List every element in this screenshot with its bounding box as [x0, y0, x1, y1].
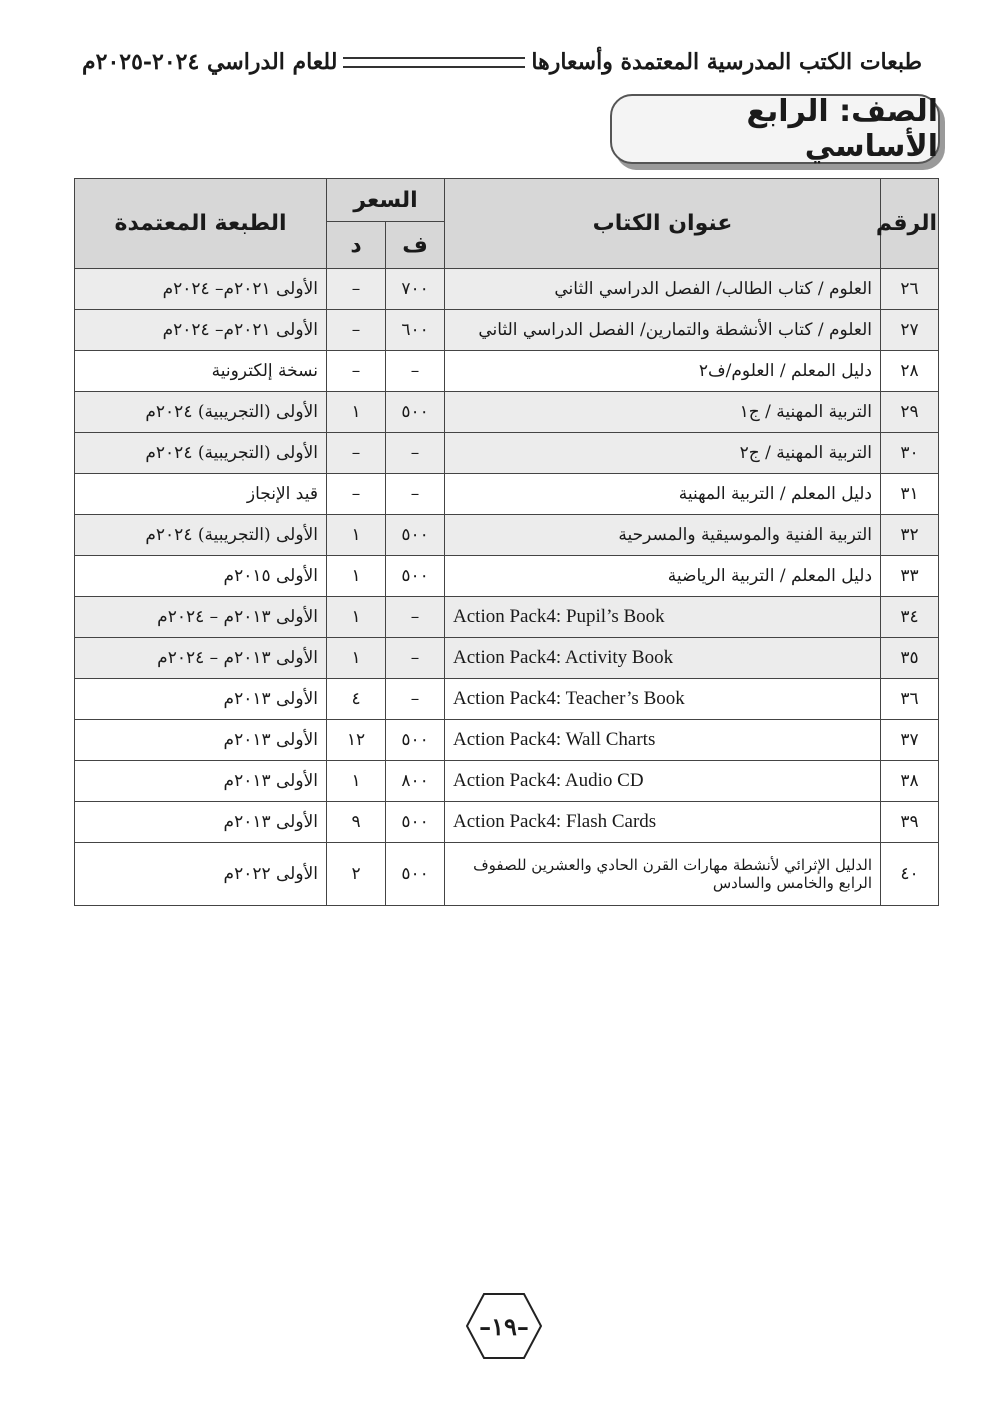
row-number: ٣٧ [881, 720, 939, 761]
price-fils: ٦٠٠ [386, 310, 445, 351]
table-row [75, 597, 939, 638]
col-title-header: عنوان الكتاب [445, 179, 881, 269]
row-number: ٤٠ [881, 843, 939, 906]
price-dinar: ١ [327, 515, 386, 556]
book-title: دليل المعلم / العلوم/ف٢ [445, 351, 881, 392]
table-row [75, 351, 939, 392]
price-dinar: ١ [327, 761, 386, 802]
book-title: التربية المهنية / ج١ [445, 392, 881, 433]
price-fils: ٧٠٠ [386, 269, 445, 310]
book-title: دليل المعلم / التربية المهنية [445, 474, 881, 515]
header-year: للعام الدراسي ٢٠٢٤-٢٠٢٥م [82, 49, 338, 75]
book-title: العلوم / كتاب الطالب/ الفصل الدراسي الثاني [445, 269, 881, 310]
book-title: Action Pack4: Activity Book [445, 638, 881, 679]
table-row [75, 761, 939, 802]
edition: الأولى ٢٠٢١م– ٢٠٢٤م [75, 310, 327, 351]
col-price-header: السعر [327, 179, 445, 222]
price-fils: – [386, 597, 445, 638]
price-fils: ٥٠٠ [386, 802, 445, 843]
edition: الأولى ٢٠١٣م – ٢٠٢٤م [75, 597, 327, 638]
book-title: Action Pack4: Audio CD [445, 761, 881, 802]
price-fils: ٥٠٠ [386, 392, 445, 433]
col-dinar-header: د [327, 222, 386, 269]
price-dinar: – [327, 433, 386, 474]
price-fils: ٨٠٠ [386, 761, 445, 802]
page-number [466, 1292, 542, 1360]
table-row [75, 269, 939, 310]
price-dinar: ٩ [327, 802, 386, 843]
row-number: ٣٥ [881, 638, 939, 679]
header-rule [343, 57, 525, 68]
price-fils: – [386, 433, 445, 474]
book-title: التربية الفنية والموسيقية والمسرحية [445, 515, 881, 556]
row-number: ٣٦ [881, 679, 939, 720]
table-row [75, 638, 939, 679]
price-fils: – [386, 679, 445, 720]
col-number-header: الرقم [881, 179, 939, 269]
table-row [75, 515, 939, 556]
price-dinar: – [327, 351, 386, 392]
edition: الأولى ٢٠٢٢م [75, 843, 327, 906]
col-edition-header: الطبعة المعتمدة [75, 179, 327, 269]
price-dinar: ١ [327, 392, 386, 433]
book-title: دليل المعلم / التربية الرياضية [445, 556, 881, 597]
price-dinar: ٤ [327, 679, 386, 720]
row-number: ٣٨ [881, 761, 939, 802]
book-title: Action Pack4: Flash Cards [445, 802, 881, 843]
edition: الأولى (التجريبية) ٢٠٢٤م [75, 433, 327, 474]
table-row [75, 679, 939, 720]
table-row [75, 392, 939, 433]
price-fils: ٥٠٠ [386, 720, 445, 761]
book-title: Action Pack4: Pupil’s Book [445, 597, 881, 638]
edition: الأولى ٢٠١٣م [75, 761, 327, 802]
table-row [75, 720, 939, 761]
table-row [75, 474, 939, 515]
edition: الأولى ٢٠١٣م [75, 679, 327, 720]
price-dinar: ١ [327, 597, 386, 638]
edition: الأولى ٢٠١٥م [75, 556, 327, 597]
price-dinar: – [327, 310, 386, 351]
row-number: ٢٦ [881, 269, 939, 310]
books-table [74, 178, 939, 906]
edition: قيد الإنجاز [75, 474, 327, 515]
edition: الأولى (التجريبية) ٢٠٢٤م [75, 392, 327, 433]
edition: الأولى ٢٠١٣م [75, 720, 327, 761]
table-row [75, 802, 939, 843]
page-number-text: –١٩– [479, 1311, 529, 1341]
table-row [75, 433, 939, 474]
price-dinar: ١٢ [327, 720, 386, 761]
edition: نسخة إلكترونية [75, 351, 327, 392]
page-header [82, 44, 922, 80]
row-number: ٣٠ [881, 433, 939, 474]
edition: الأولى ٢٠١٣م [75, 802, 327, 843]
price-fils: – [386, 638, 445, 679]
edition: الأولى (التجريبية) ٢٠٢٤م [75, 515, 327, 556]
table-row [75, 310, 939, 351]
book-title: الدليل الإثرائي لأنشطة مهارات القرن الحادي والعشرين للصفوف الرابع والخامس والسادس [445, 843, 881, 906]
table-row [75, 843, 939, 906]
book-title: العلوم / كتاب الأنشطة والتمارين/ الفصل الدراسي الثاني [445, 310, 881, 351]
price-dinar: ١ [327, 556, 386, 597]
price-dinar: ١ [327, 638, 386, 679]
price-fils: – [386, 474, 445, 515]
row-number: ٣١ [881, 474, 939, 515]
book-title: التربية المهنية / ج٢ [445, 433, 881, 474]
row-number: ٢٩ [881, 392, 939, 433]
row-number: ٣٤ [881, 597, 939, 638]
header-title: طبعات الكتب المدرسية المعتمدة وأسعارها [531, 49, 922, 75]
price-fils: ٥٠٠ [386, 515, 445, 556]
row-number: ٢٨ [881, 351, 939, 392]
edition: الأولى ٢٠٢١م– ٢٠٢٤م [75, 269, 327, 310]
price-fils: ٥٠٠ [386, 843, 445, 906]
book-title: Action Pack4: Teacher’s Book [445, 679, 881, 720]
table-row [75, 556, 939, 597]
edition: الأولى ٢٠١٣م – ٢٠٢٤م [75, 638, 327, 679]
row-number: ٣٢ [881, 515, 939, 556]
price-fils: – [386, 351, 445, 392]
row-number: ٣٩ [881, 802, 939, 843]
price-dinar: – [327, 474, 386, 515]
book-title: Action Pack4: Wall Charts [445, 720, 881, 761]
row-number: ٣٣ [881, 556, 939, 597]
grade-title: الصف: الرابع الأساسي [610, 94, 940, 164]
price-fils: ٥٠٠ [386, 556, 445, 597]
price-dinar: ٢ [327, 843, 386, 906]
price-dinar: – [327, 269, 386, 310]
col-fils-header: ف [386, 222, 445, 269]
row-number: ٢٧ [881, 310, 939, 351]
